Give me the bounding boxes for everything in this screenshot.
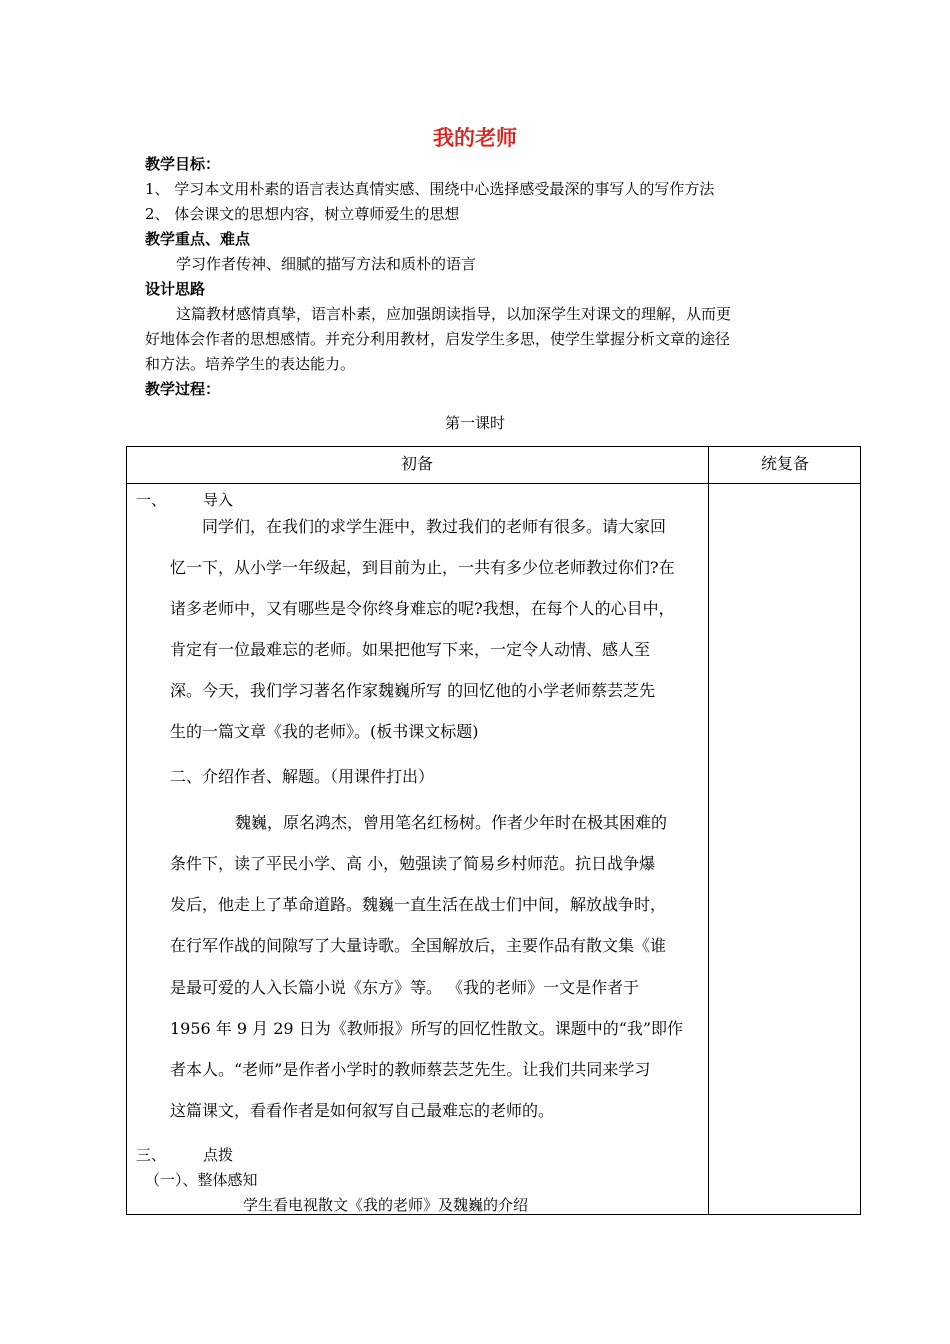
intro-line: 肯定有一位最难忘的老师。如果把他写下来，一定令人动情、感人至 — [170, 640, 651, 659]
subsection-1-text: 学生看电视散文《我的老师》及魏巍的介绍 — [243, 1196, 529, 1214]
author-line: 者本人。“老师”是作者小学时的教师蔡芸芝先生。让我们共同来学习 — [170, 1060, 651, 1079]
lesson-label: 第一课时 — [444, 414, 505, 432]
column-header-review: 统复备 — [760, 454, 809, 473]
intro-line: 诸多老师中，又有哪些是令你终身难忘的呢?我想，在每个人的心目中， — [170, 599, 675, 618]
section-1-title: 导入 — [203, 491, 234, 509]
intro-line: 深。今天，我们学习著名作家魏巍所写 的回忆他的小学老师蔡芸芝先 — [170, 681, 656, 700]
author-line: 条件下，读了平民小学、高 小，勉强读了简易乡村师范。抗日战争爆 — [170, 854, 656, 873]
design-line: 好地体会作者的思想感情。并充分利用教材，启发学生多思，使学生掌握分析文章的途径 — [145, 330, 731, 348]
process-heading: 教学过程： — [145, 380, 221, 398]
design-line: 这篇教材感情真挚，语言朴素，应加强朗读指导，以加深学生对课文的理解，从而更 — [176, 305, 732, 323]
document-title: 我的老师 — [433, 126, 517, 150]
section-1-number: 一、 — [136, 491, 167, 509]
author-line: 魏巍，原名鸿杰，曾用笔名红杨树。作者少年时在极其困难的 — [235, 813, 668, 832]
section-2-heading: 二、介绍作者、解题。（用课件打出） — [170, 767, 435, 786]
goal-2: 2、 体会课文的思想内容，树立尊师爱生的思想 — [145, 205, 460, 223]
focus-heading: 教学重点、难点 — [145, 230, 251, 248]
section-3-title: 点拨 — [203, 1146, 234, 1164]
table-column-divider — [708, 446, 709, 1215]
intro-line: 生的一篇文章《我的老师》。(板书课文标题) — [170, 722, 479, 741]
design-heading: 设计思路 — [145, 280, 206, 298]
intro-line: 忆一下，从小学一年级起，到目前为止，一共有多少位老师教过你们?在 — [170, 558, 675, 577]
column-header-initial: 初备 — [400, 454, 433, 473]
subsection-1-heading: （一）、整体感知 — [145, 1171, 258, 1189]
author-line: 发后，他走上了革命道路。魏巍一直生活在战士们中间，解放战争时， — [170, 895, 667, 914]
author-line: 这篇课文，看看作者是如何叙写自己最难忘的老师的。 — [170, 1101, 555, 1120]
section-3-number: 三、 — [136, 1146, 167, 1164]
author-line: 是最可爱的人入长篇小说《东方》等。 《我的老师》一文是作者于 — [170, 978, 640, 997]
table-header-divider — [126, 483, 861, 484]
design-line: 和方法。培养学生的表达能力。 — [145, 355, 356, 373]
author-line: 在行军作战的间隙写了大量诗歌。全国解放后，主要作品有散文集《谁 — [170, 936, 667, 955]
goals-heading: 教学目标： — [145, 155, 221, 173]
goal-1: 1、 学习本文用朴素的语言表达真情实感、围绕中心选择感受最深的事写人的写作方法 — [145, 180, 715, 198]
author-line: 1956 年 9 月 29 日为《教师报》所写的回忆性散文。课题中的“我”即作 — [170, 1019, 684, 1038]
intro-line: 同学们，在我们的求学生涯中，教过我们的老师有很多。请大家回 — [202, 517, 667, 536]
focus-text: 学习作者传神、细腻的描写方法和质朴的语言 — [176, 255, 477, 273]
